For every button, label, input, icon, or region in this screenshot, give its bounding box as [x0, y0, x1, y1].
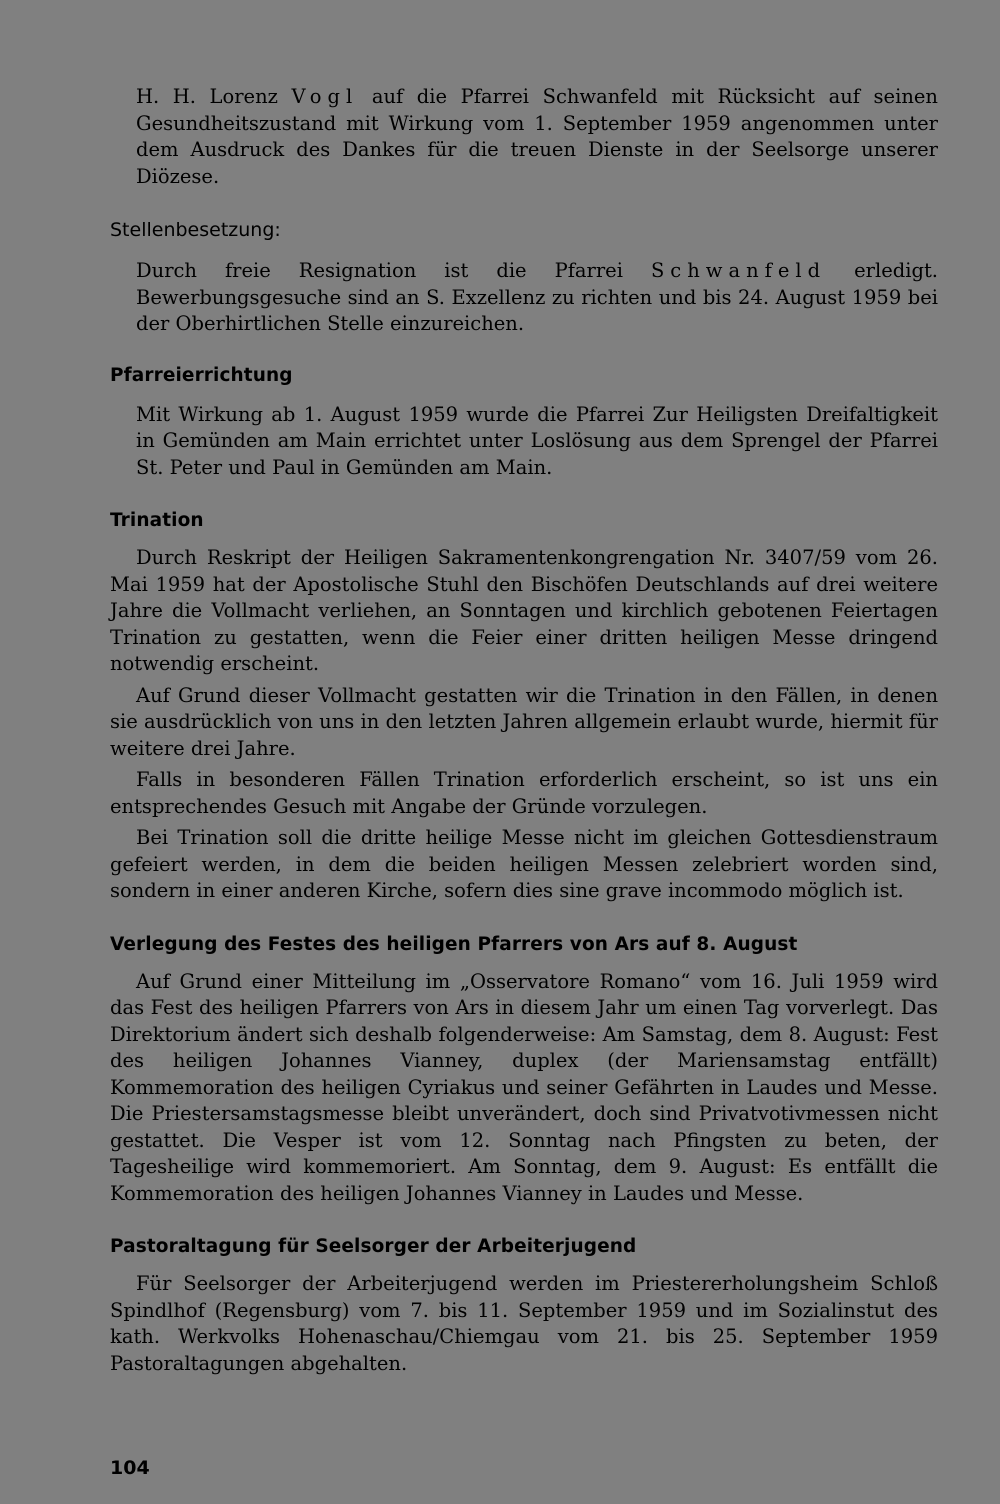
ars-paragraph: Auf Grund einer Mitteilung im „Osservatore Romano“ vom 16. Juli 1959 wird das Fest des heiligen Pfarrers von Ars in diesem Jahr um einen Tag vorverlegt. Das Direktorium ändert sich deshalb folgenderweise: Am Samstag, dem 8. August: Fest des heiligen Johannes Vianney, duplex (der Mariensamstag entfällt) Kommemoration des heiligen Cyriakus und seiner Gefährten in Laudes und Messe. Die Priestersamstagsmesse bleibt unverändert, doch sind Privatvotivmessen nicht gestattet. Die Vesper ist vom 12. Sonntag nach Pfingsten zu beten, der Tagesheilige wird kommemoriert. Am Sonntag, dem 9. August: Es entfällt die Kommemoration des heiligen Johannes Vianney in Laudes und Messe.: [110, 969, 938, 1205]
trination-heading: Trination: [110, 510, 204, 531]
intro-text-end: auf die Pfarrei Schwanfeld mit Rücksicht auf seinen Gesundheitszustand mit Wirkung vom 1. September 1959 angenommen unter dem Ausdruck des Dankes für die treuen Dienste in der Seelsorge unserer Diözese.: [136, 85, 938, 188]
intro-paragraph: [110, 84, 938, 190]
pastoraltagung-paragraph: Für Seelsorger der Arbeiterjugend werden im Priestererholungsheim Schloß Spindlhof (Regensburg) vom 7. bis 11. September 1959 und im Sozialinstut des kath. Werkvolks Hohenaschau/Chiemgau vom 21. bis 25. September 1959 Pastoraltagungen abgehalten.: [110, 1272, 938, 1375]
stellenbesetzung-paragraph: [110, 258, 938, 338]
trination-paragraph: Falls in besonderen Fällen Trination erforderlich erscheint, so ist uns ein entsprechendes Gesuch mit Angabe der Gründe vorzulegen.: [110, 768, 938, 818]
parish-name: Schwanfeld: [650, 259, 827, 282]
trination-paragraph: Durch Reskript der Heiligen Sakramentenkongrengation Nr. 3407/59 vom 26. Mai 1959 hat der Apostolische Stuhl den Bischöfen Deutschlands auf drei weitere Jahre die Vollmacht verliehen, an Sonntagen und kirchlich gebotenen Feiertagen Trination zu gestatten, wenn die Feier einer dritten heiligen Messe dringend notwendig erscheint.: [110, 546, 938, 675]
intro-text-start: H. H. Lorenz: [136, 85, 292, 108]
ars-heading: Verlegung des Festes des heiligen Pfarrers von Ars auf 8. August: [110, 933, 798, 955]
stellenbesetzung-text-end: erledigt. Bewerbungsgesuche sind an S. Exzellenz zu richten und bis 24. August 1959 bei der Oberhirtlichen Stelle einzureichen.: [136, 259, 938, 335]
document-page: [110, 84, 938, 1377]
pfarreierrichtung-paragraph: Mit Wirkung ab 1. August 1959 wurde die Pfarrei Zur Heiligsten Dreifaltigkeit in Gemünden am Main errichtet unter Loslösung aus dem Sprengel der Pfarrei St. Peter und Paul in Gemünden am Main.: [136, 402, 938, 479]
pastoraltagung-heading: Pastoraltagung für Seelsorger der Arbeiterjugend: [110, 1236, 637, 1257]
person-name: Vogl: [291, 85, 359, 108]
trination-paragraph: Bei Trination soll die dritte heilige Messe nicht im gleichen Gottesdienstraum gefeiert werden, in dem die beiden heiligen Messen zelebriert worden sind, sondern in einer anderen Kirche, sofern dies sine grave incommodo möglich ist.: [110, 826, 938, 902]
stellenbesetzung-label: Stellenbesetzung:: [110, 219, 281, 241]
page-number: 104: [110, 1457, 150, 1479]
trination-paragraph: Auf Grund dieser Vollmacht gestatten wir die Trination in den Fällen, in denen sie ausdrücklich von uns in den letzten Jahren allgemein erlaubt wurde, hiermit für weitere drei Jahre.: [110, 683, 938, 760]
pfarreierrichtung-heading: Pfarreierrichtung: [110, 364, 293, 386]
stellenbesetzung-text-start: Durch freie Resignation ist die Pfarrei: [136, 259, 651, 282]
